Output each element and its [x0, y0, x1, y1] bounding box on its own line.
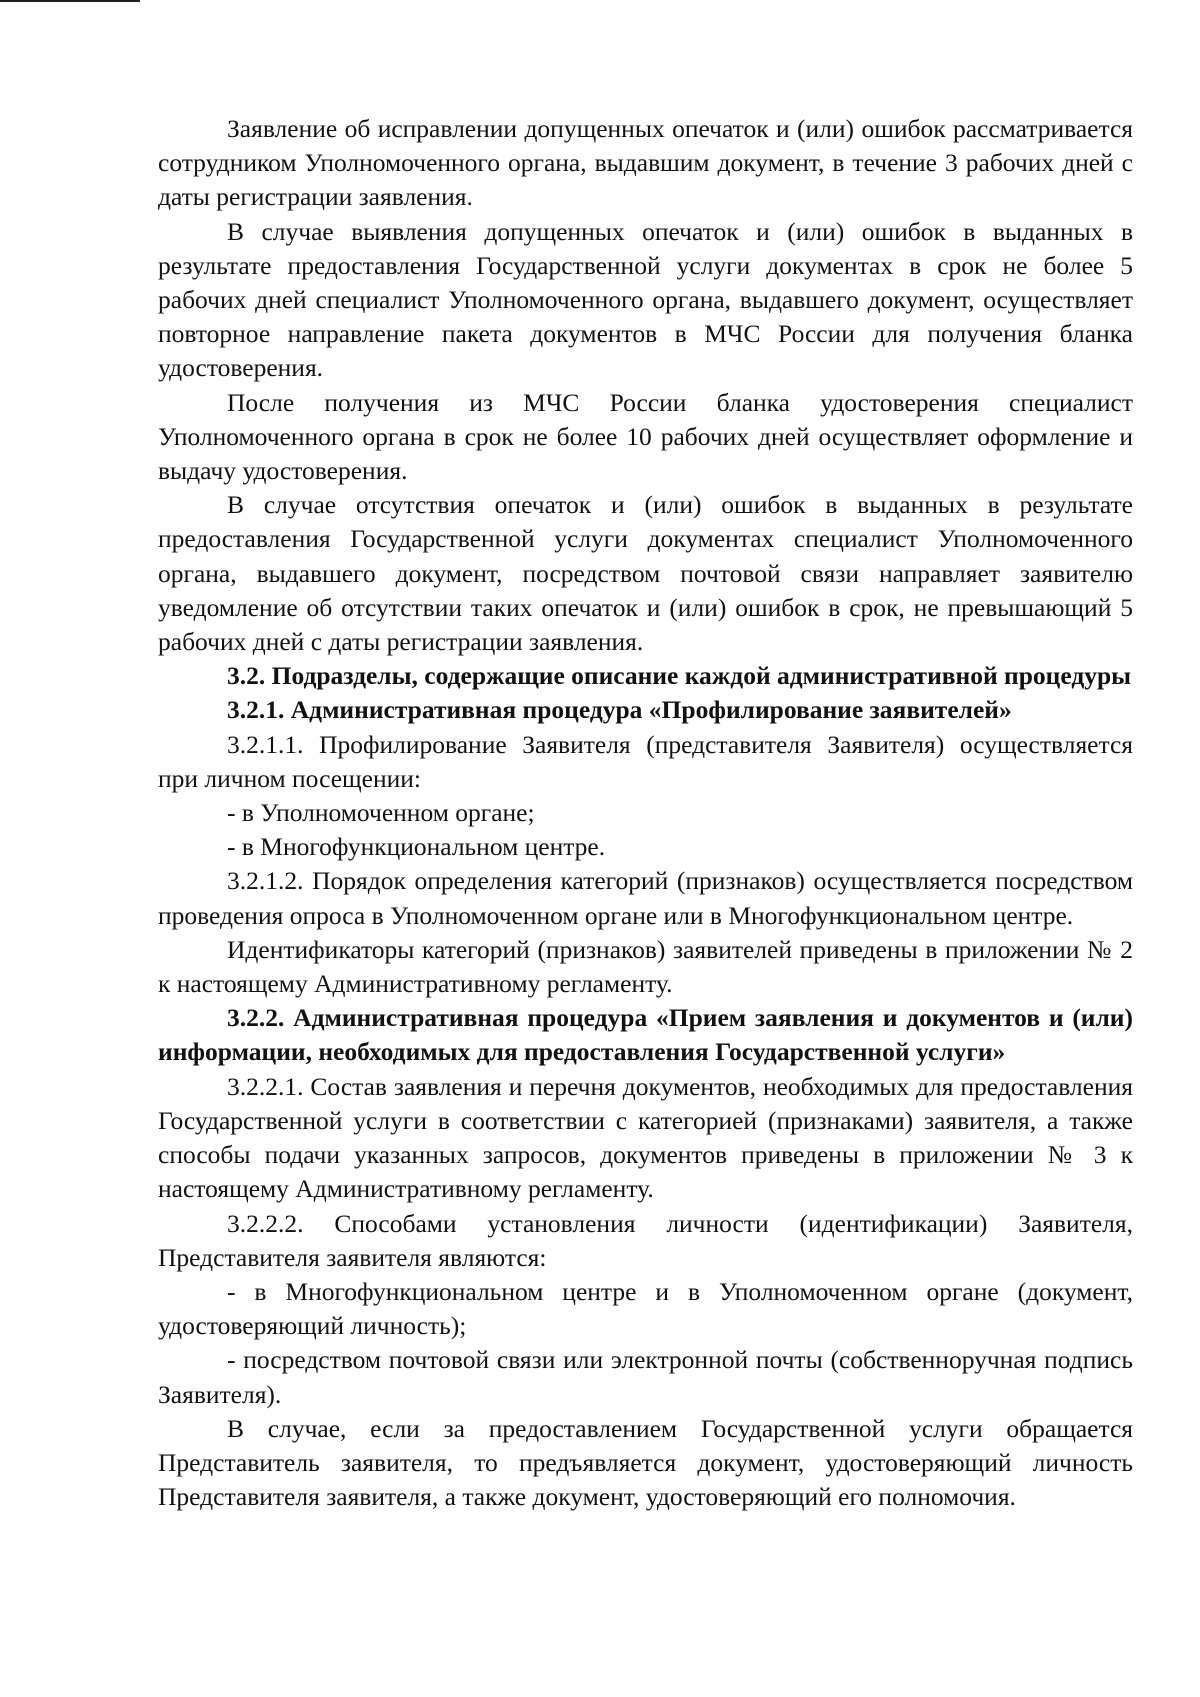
paragraph-identifiers: Идентификаторы категорий (признаков) заявителей приведены в приложении № 2 к настоящему Административному регламенту. — [158, 934, 1133, 999]
scan-edge-mark — [0, 0, 140, 2]
document-body — [158, 112, 1133, 1514]
list-item-authorized-body: - в Уполномоченном органе; — [227, 798, 535, 828]
heading-3-2-2: 3.2.2. Административная процедура «Прием заявления и документов и (или) информации, необходимых для предоставления Государственной услуги» — [158, 1003, 1133, 1067]
list-item-postal-signature: - посредством почтовой связи или электронной почты (собственноручная подпись Заявителя). — [158, 1345, 1133, 1409]
list-item-mfc: - в Многофункциональном центре. — [227, 832, 606, 862]
paragraph-after-blank-received: После получения из МЧС России бланка удостоверения специалист Уполномоченного органа в срок не более 10 рабочих дней осуществляет оформление и выдачу удостоверения. — [158, 387, 1133, 486]
paragraph-3-2-1-1: 3.2.1.1. Профилирование Заявителя (представителя Заявителя) осуществляется при личном посещении: — [158, 729, 1133, 793]
paragraph-errors-detected: В случае выявления допущенных опечаток и (или) ошибок в выданных в результате предоставления Государственной услуги документах в срок не более 5 рабочих дней специалист Уполномоченного органа, выдавшего документ, осуществляет повторное направление пакета документов в МЧС России для получения бланка удостоверения. — [158, 216, 1133, 383]
paragraph-correction-review: Заявление об исправлении допущенных опечаток и (или) ошибок рассматривается сотрудником Уполномоченного органа, выдавшим документ, в течение 3 рабочих дней с даты регистрации заявления. — [158, 114, 1133, 212]
list-item-identity-document: - в Многофункциональном центре и в Уполномоченном органе (документ, удостоверяющий личность); — [158, 1276, 1133, 1341]
paragraph-no-errors: В случае отсутствия опечаток и (или) ошибок в выданных в результате предоставления Государственной услуги документах специалист Уполномоченного органа, выдавшего документ, посредством почтовой связи направляет заявителю уведомление об отсутствии таких опечаток и (или) ошибок в срок, не превышающий 5 рабочих дней с даты регистрации заявления. — [158, 490, 1133, 657]
paragraph-3-2-1-2: 3.2.1.2. Порядок определения категорий (признаков) осуществляется посредством проведения опроса в Уполномоченном органе или в Многофункциональном центре. — [158, 866, 1133, 930]
heading-3-2: 3.2. Подразделы, содержащие описание каждой административной процедуры — [227, 661, 1132, 691]
paragraph-3-2-2-1: 3.2.2.1. Состав заявления и перечня документов, необходимых для предоставления Государственной услуги в соответствии с категорией (признаками) заявителя, а также способы подачи указанных запросов, документов приведены в приложении № 3 к настоящему Административному регламенту. — [158, 1071, 1133, 1204]
paragraph-representative: В случае, если за предоставлением Государственной услуги обращается Представитель заявителя, то предъявляется документ, удостоверяющий личность Представителя заявителя, а также документ, удостоверяющий его полномочия. — [158, 1413, 1133, 1512]
paragraph-3-2-2-2: 3.2.2.2. Способами установления личности (идентификации) Заявителя, Представителя заявителя являются: — [158, 1208, 1133, 1272]
heading-3-2-1: 3.2.1. Административная процедура «Профилирование заявителей» — [227, 695, 1012, 725]
